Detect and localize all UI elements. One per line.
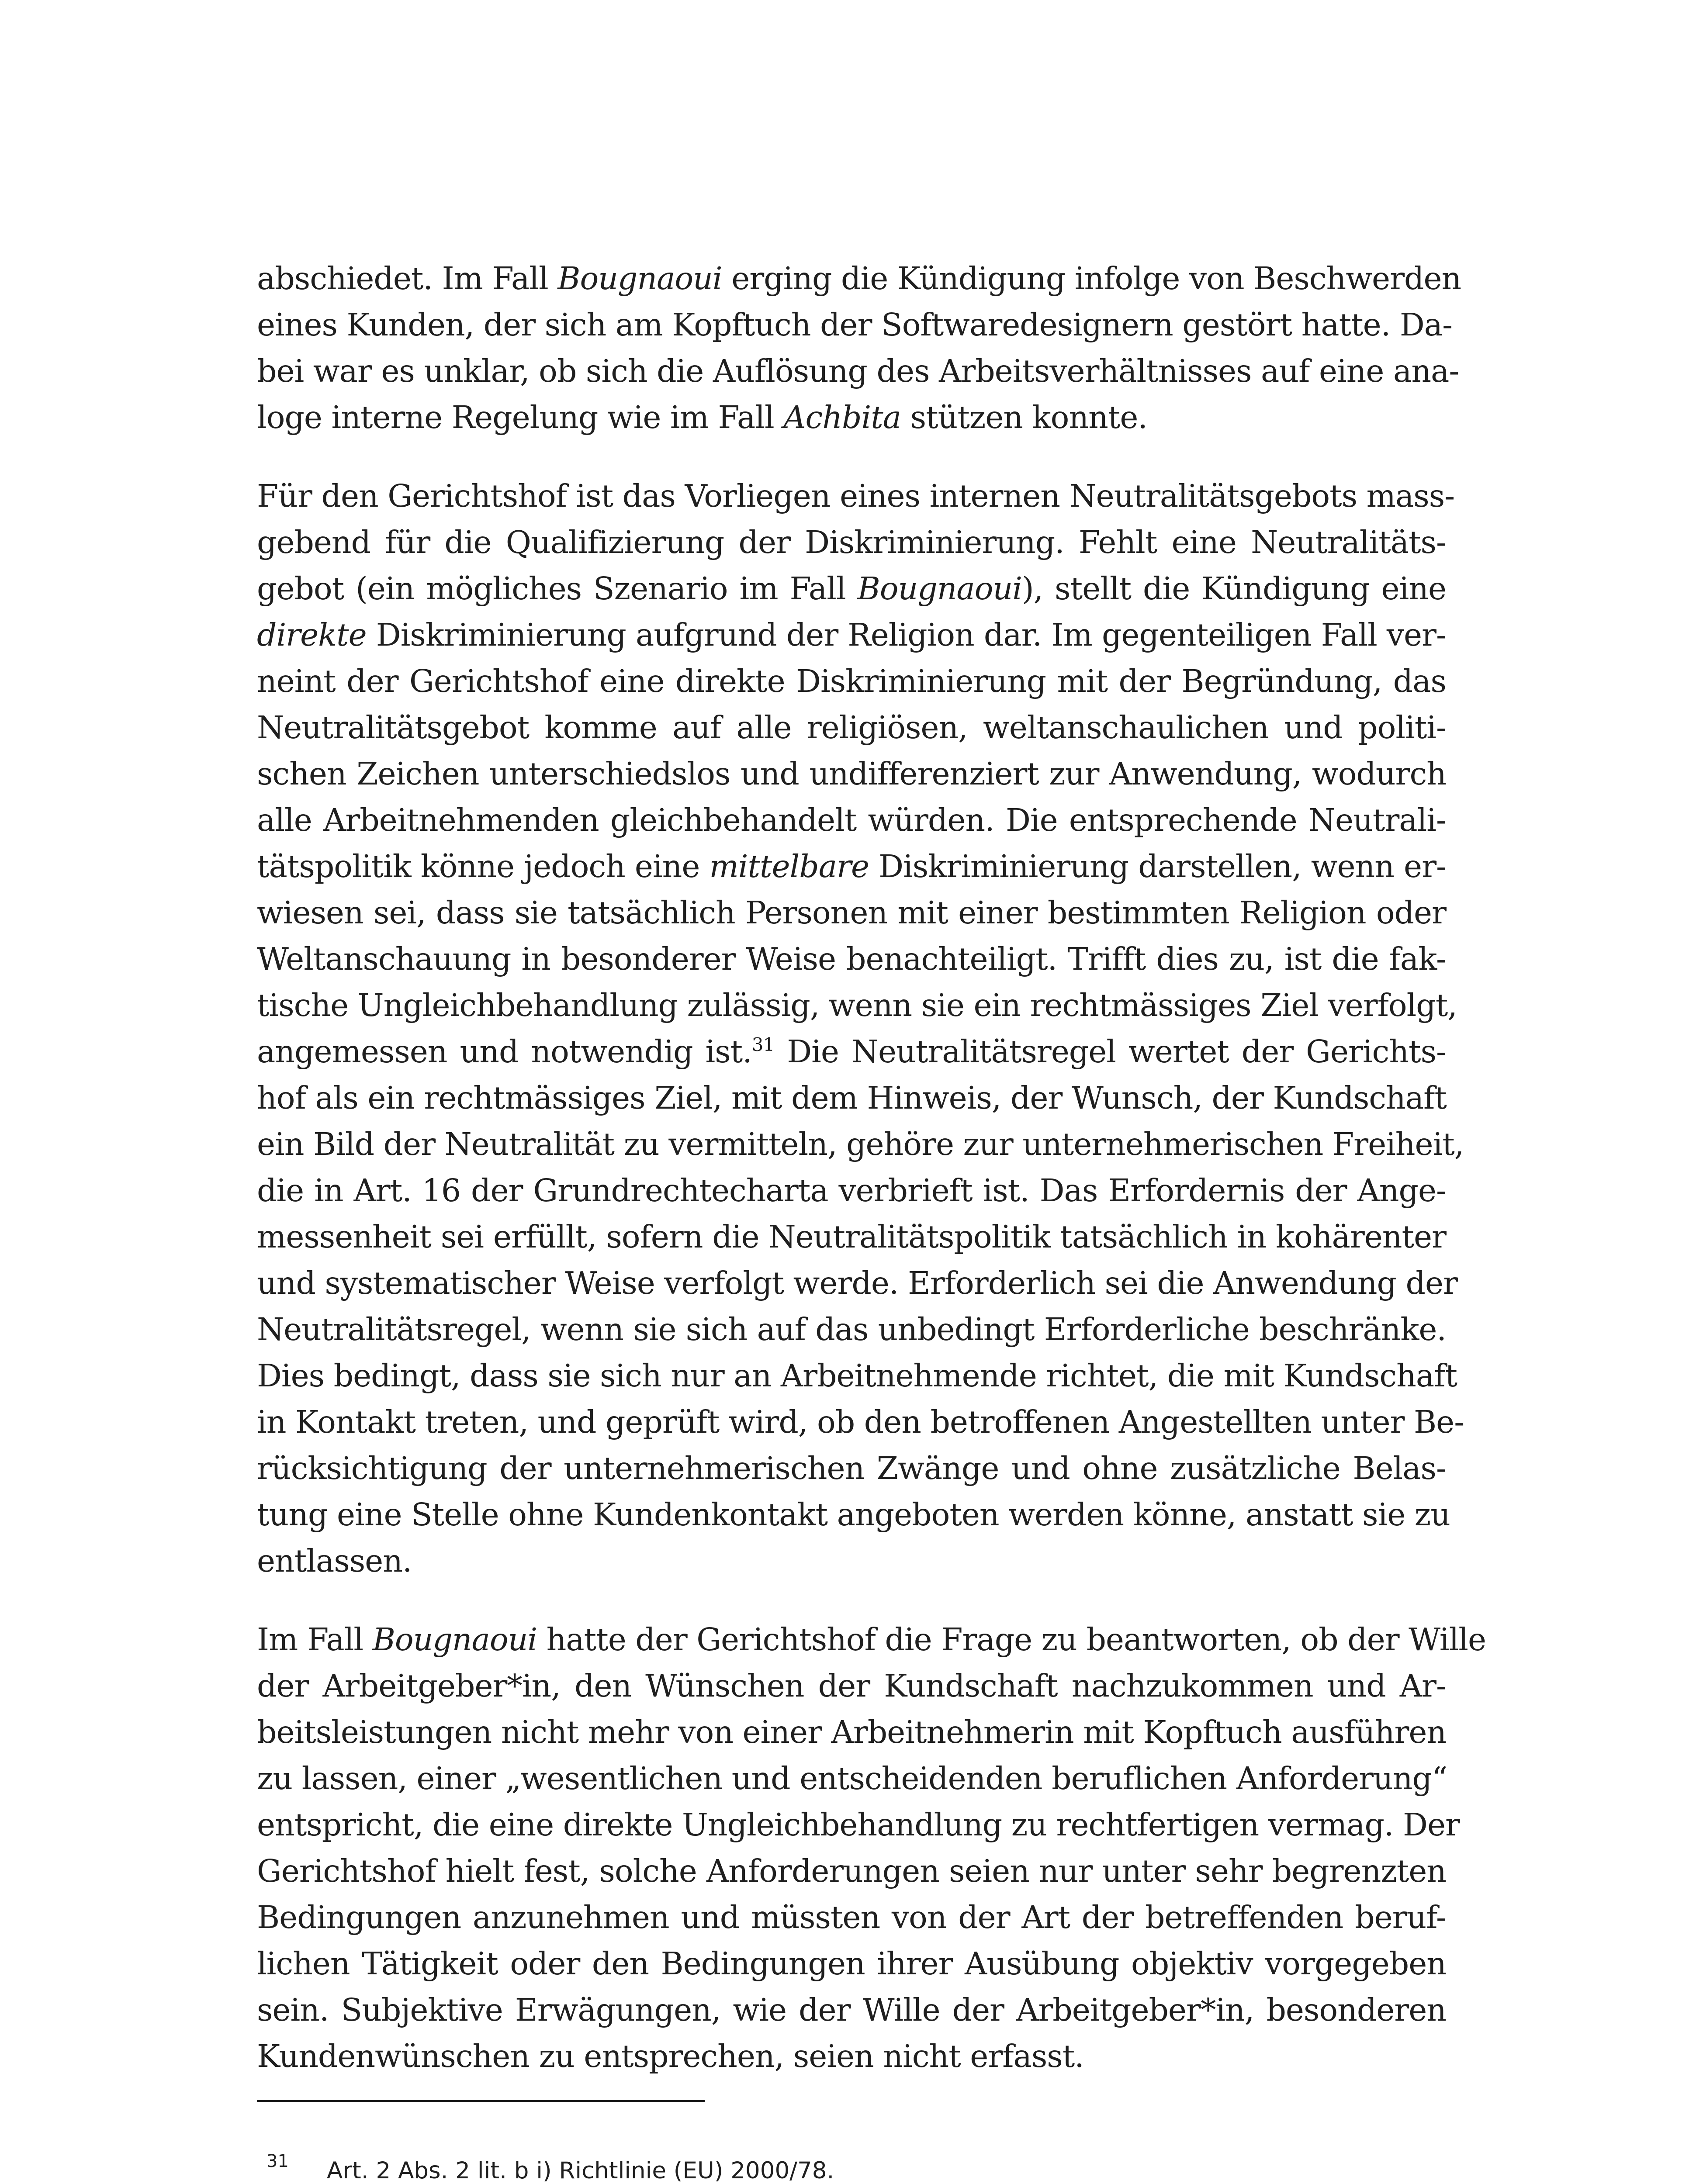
text-run: Die Neutralitätsregel wertet der Gerichts- xyxy=(774,1033,1447,1070)
text-run: lichen Tätigkeit oder den Bedingungen ihrer Ausübung objektiv vorgegeben xyxy=(257,1946,1446,1982)
text-line xyxy=(257,1353,1457,1399)
text-line xyxy=(257,1168,1446,1214)
text-run: schen Zeichen unterschiedslos und undifferenziert zur Anwendung, wodurch xyxy=(257,756,1446,792)
text-run: gebot (ein mögliches Szenario im Fall xyxy=(257,570,858,607)
text-run: messenheit sei erfüllt, sofern die Neutralitätspolitik tatsächlich in kohärenter xyxy=(257,1219,1446,1255)
text-line xyxy=(257,1121,1464,1168)
text-line xyxy=(257,705,1446,751)
italic-term: Bougnaoui xyxy=(857,570,1022,607)
text-line xyxy=(257,1663,1446,1709)
text-line xyxy=(257,1802,1460,1848)
text-run: der Arbeitgeber*in, den Wünschen der Kundschaft nachzukommen und Ar- xyxy=(257,1668,1446,1704)
text-run: Neutralitätsregel, wenn sie sich auf das unbedingt Erforderliche beschränke. xyxy=(257,1311,1446,1348)
text-run: Kundenwünschen zu entsprechen, seien nicht erfasst. xyxy=(257,2038,1084,2074)
text-run: erging die Kündigung infolge von Beschwerden xyxy=(722,260,1461,297)
text-run: in Kontakt treten, und geprüft wird, ob den betroffenen Angestellten unter Be- xyxy=(257,1404,1464,1440)
italic-term: direkte xyxy=(257,617,367,653)
text-run: ein Bild der Neutralität zu vermitteln, gehöre zur unternehmerischen Freiheit, xyxy=(257,1126,1464,1162)
text-line xyxy=(257,1260,1457,1306)
text-run: loge interne Regelung wie im Fall xyxy=(257,399,784,435)
text-line xyxy=(257,1987,1446,2033)
text-run: Diskriminierung aufgrund der Religion dar. Im gegenteiligen Fall ver- xyxy=(366,617,1446,653)
text-line xyxy=(257,394,1446,441)
text-run: abschiedet. Im Fall xyxy=(257,260,558,297)
text-run: sein. Subjektive Erwägungen, wie der Wille der Arbeitgeber*in, besonderen xyxy=(257,1992,1446,2028)
text-line xyxy=(257,2033,1446,2080)
text-line xyxy=(257,890,1446,936)
text-line xyxy=(257,843,1446,890)
text-run: eines Kunden, der sich am Kopftuch der Softwaredesignern gestört hatte. Da- xyxy=(257,307,1453,343)
footnote-reference: 31 xyxy=(751,1034,775,1055)
italic-term: Achbita xyxy=(783,399,901,435)
text-run: tätspolitik könne jedoch eine xyxy=(257,848,710,885)
text-run: gebend für die Qualifizierung der Diskriminierung. Fehlt eine Neutralitäts- xyxy=(257,524,1446,560)
text-run: und systematischer Weise verfolgt werde. Erforderlich sei die Anwendung der xyxy=(257,1265,1457,1301)
paragraph-2 xyxy=(257,473,1464,1584)
text-line xyxy=(257,348,1459,394)
text-run: entlassen. xyxy=(257,1543,412,1579)
italic-term: Bougnaoui xyxy=(372,1621,537,1658)
body-text xyxy=(257,256,1486,2080)
text-line xyxy=(257,519,1446,566)
text-run: Neutralitätsgebot komme auf alle religiösen, weltanschaulichen und politi- xyxy=(257,709,1446,746)
italic-term: Bougnaoui xyxy=(557,260,722,297)
text-run: Im Fall xyxy=(257,1621,373,1658)
text-run: hatte der Gerichtshof die Frage zu beantworten, ob der Wille xyxy=(537,1621,1486,1658)
italic-term: mittelbare xyxy=(709,848,869,885)
text-line xyxy=(257,1445,1446,1492)
text-line xyxy=(257,566,1446,612)
text-line xyxy=(257,751,1446,797)
text-run: bei war es unklar, ob sich die Auflösung des Arbeitsverhältnisses auf eine ana- xyxy=(257,353,1459,389)
text-line xyxy=(257,1848,1446,1894)
text-run: Für den Gerichtshof ist das Vorliegen eines internen Neutralitätsgebots mass- xyxy=(257,478,1455,514)
text-run: ), stellt die Kündigung eine xyxy=(1021,570,1447,607)
text-line xyxy=(257,1029,1446,1075)
text-run: neint der Gerichtshof eine direkte Diskriminierung mit der Begründung, das xyxy=(257,663,1446,699)
text-line xyxy=(257,1306,1446,1353)
text-line xyxy=(257,256,1461,302)
text-line xyxy=(257,797,1446,843)
text-line xyxy=(257,1617,1486,1663)
text-run: Weltanschauung in besonderer Weise benachteiligt. Trifft dies zu, ist die fak- xyxy=(257,941,1446,977)
paragraph-3 xyxy=(257,1617,1486,2080)
text-run: Gerichtshof hielt fest, solche Anforderungen seien nur unter sehr begrenzten xyxy=(257,1853,1446,1889)
text-line xyxy=(257,473,1455,519)
text-line xyxy=(257,658,1446,705)
text-run: Bedingungen anzunehmen und müssten von der Art der betreffenden beruf- xyxy=(257,1899,1446,1935)
text-line xyxy=(257,1075,1446,1121)
text-run: Diskriminierung darstellen, wenn er- xyxy=(869,848,1446,885)
text-line xyxy=(257,302,1453,348)
paragraph-1 xyxy=(257,256,1461,441)
text-line xyxy=(257,612,1446,658)
text-run: hof als ein rechtmässiges Ziel, mit dem Hinweis, der Wunsch, der Kundschaft xyxy=(257,1080,1447,1116)
footnote-text: Art. 2 Abs. 2 lit. b i) Richtlinie (EU) 2000/78. xyxy=(327,2157,834,2184)
text-run: beitsleistungen nicht mehr von einer Arbeitnehmerin mit Kopftuch ausführen xyxy=(257,1714,1447,1750)
text-run: wiesen sei, dass sie tatsächlich Personen mit einer bestimmten Religion oder xyxy=(257,895,1446,931)
text-line xyxy=(257,1538,1446,1584)
text-line xyxy=(257,982,1457,1029)
text-run: angemessen und notwendig ist. xyxy=(257,1033,752,1070)
paragraph-gap xyxy=(257,1584,1446,1617)
text-line xyxy=(257,1941,1446,1987)
text-line xyxy=(257,1894,1446,1941)
text-line xyxy=(257,1492,1450,1538)
text-run: die in Art. 16 der Grundrechtecharta verbrieft ist. Das Erfordernis der Ange- xyxy=(257,1172,1446,1209)
text-line xyxy=(257,1755,1446,1802)
text-line xyxy=(257,1214,1446,1260)
text-run: stützen konnte. xyxy=(901,399,1147,435)
paragraph-gap xyxy=(257,441,1446,473)
text-line xyxy=(257,1399,1464,1445)
footnote-number: 31 xyxy=(267,2151,289,2171)
footnote-separator xyxy=(257,2100,705,2102)
text-run: tung eine Stelle ohne Kundenkontakt angeboten werden könne, anstatt sie zu xyxy=(257,1496,1450,1533)
text-run: entspricht, die eine direkte Ungleichbehandlung zu rechtfertigen vermag. Der xyxy=(257,1807,1460,1843)
text-run: alle Arbeitnehmenden gleichbehandelt würden. Die entsprechende Neutrali- xyxy=(257,802,1446,838)
text-run: tische Ungleichbehandlung zulässig, wenn sie ein rechtmässiges Ziel verfolgt, xyxy=(257,987,1457,1023)
text-line xyxy=(257,1709,1446,1755)
text-run: rücksichtigung der unternehmerischen Zwänge und ohne zusätzliche Belas- xyxy=(257,1450,1446,1486)
text-run: zu lassen, einer „wesentlichen und entscheidenden beruflichen Anforderung“ xyxy=(257,1760,1447,1797)
text-run: Dies bedingt, dass sie sich nur an Arbeitnehmende richtet, die mit Kundschaft xyxy=(257,1358,1457,1394)
text-line xyxy=(257,936,1446,982)
